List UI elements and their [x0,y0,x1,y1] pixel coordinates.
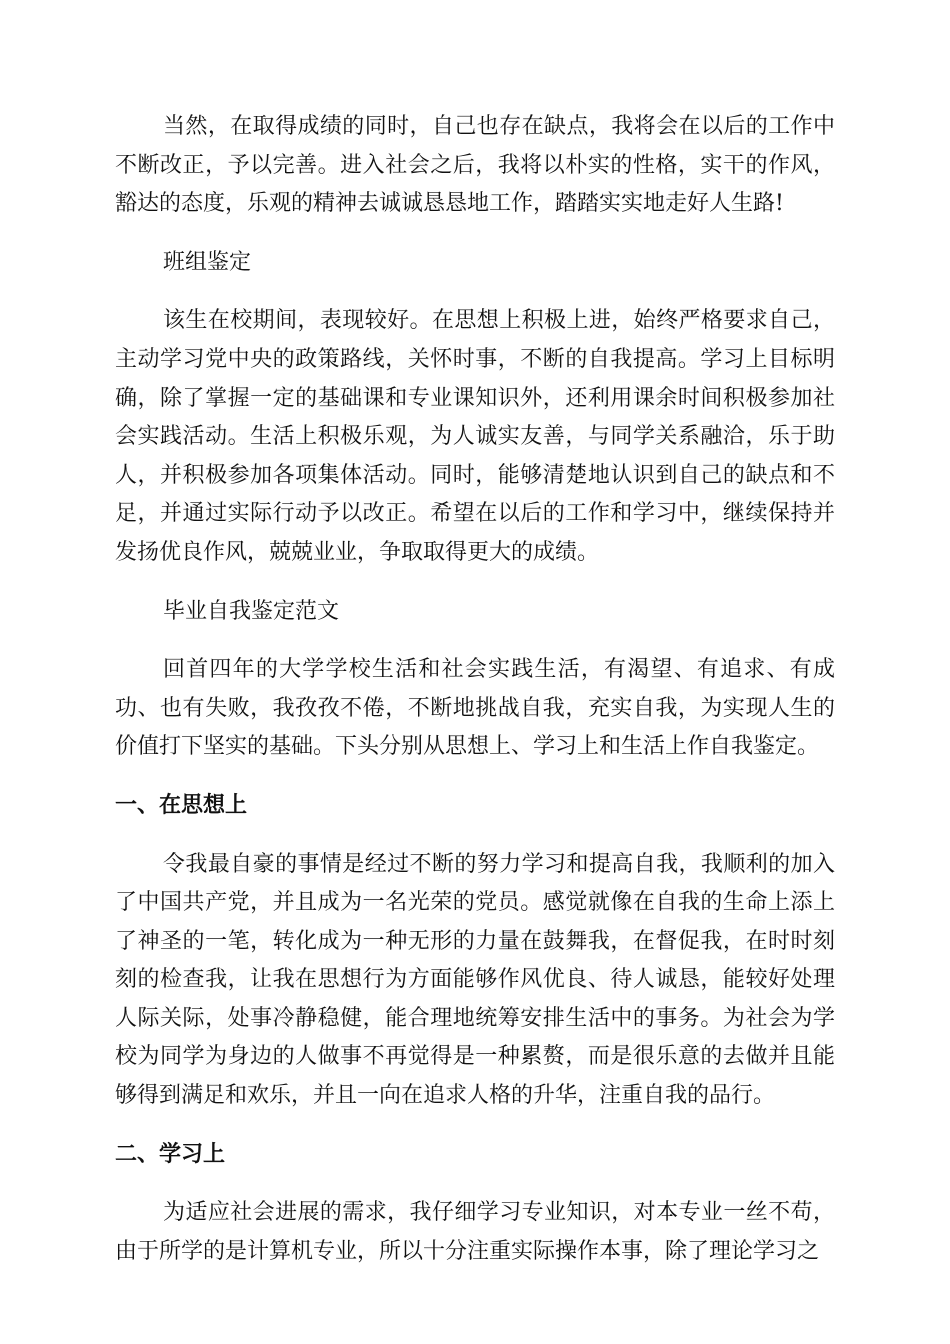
section-label-class-evaluation: 班组鉴定 [163,249,252,275]
heading-ideology: 一、在思想上 [115,792,248,818]
document-page [115,108,835,1291]
heading-study: 二、学习上 [115,1141,226,1167]
paragraph-introduction: 回首四年的大学学校生活和社会实践生活，有渴望、有追求、有成功、也有失败，我孜孜不倦，不断地挑战自我，充实自我，为实现人生的价值打下坚实的基础。下头分别从思想上、学习上和生活上作自我鉴定。 [115,657,835,760]
section-label-sample-essay: 毕业自我鉴定范文 [163,598,340,624]
paragraph-class-evaluation: 该生在校期间，表现较好。在思想上积极上进，始终严格要求自己，主动学习党中央的政策路线，关怀时事，不断的自我提高。学习上目标明确，除了掌握一定的基础课和专业课知识外，还利用课余时间积极参加社会实践活动。生活上积极乐观，为人诚实友善，与同学关系融洽，乐于助人，并积极参加各项集体活动。同时，能够清楚地认识到自己的缺点和不足，并通过实际行动予以改正。希望在以后的工作和学习中，继续保持并发扬优良作风，兢兢业业，争取取得更大的成绩。 [115,308,835,565]
paragraph-ideology: 令我最自豪的事情是经过不断的努力学习和提高自我，我顺利的加入了中国共产党，并且成为一名光荣的党员。感觉就像在自我的生命上添上了神圣的一笔，转化成为一种无形的力量在鼓舞我，在督促我，在时时刻刻的检查我，让我在思想行为方面能够作风优良、待人诚恳，能较好处理人际关际，处事冷静稳健，能合理地统筹安排生活中的事务。为社会为学校为同学为身边的人做事不再觉得是一种累赘，而是很乐意的去做并且能够得到满足和欢乐，并且一向在追求人格的升华，注重自我的品行。 [115,851,835,1109]
paragraph-closing-remarks: 当然，在取得成绩的同时，自己也存在缺点，我将会在以后的工作中不断改正，予以完善。进入社会之后，我将以朴实的性格，实干的作风，豁达的态度，乐观的精神去诚诚恳恳地工作，踏踏实实地走好人生路! [115,114,835,217]
paragraph-study: 为适应社会进展的需求，我仔细学习专业知识，对本专业一丝不苟，由于所学的是计算机专业，所以十分注重实际操作本事，除了理论学习之 [115,1200,835,1264]
